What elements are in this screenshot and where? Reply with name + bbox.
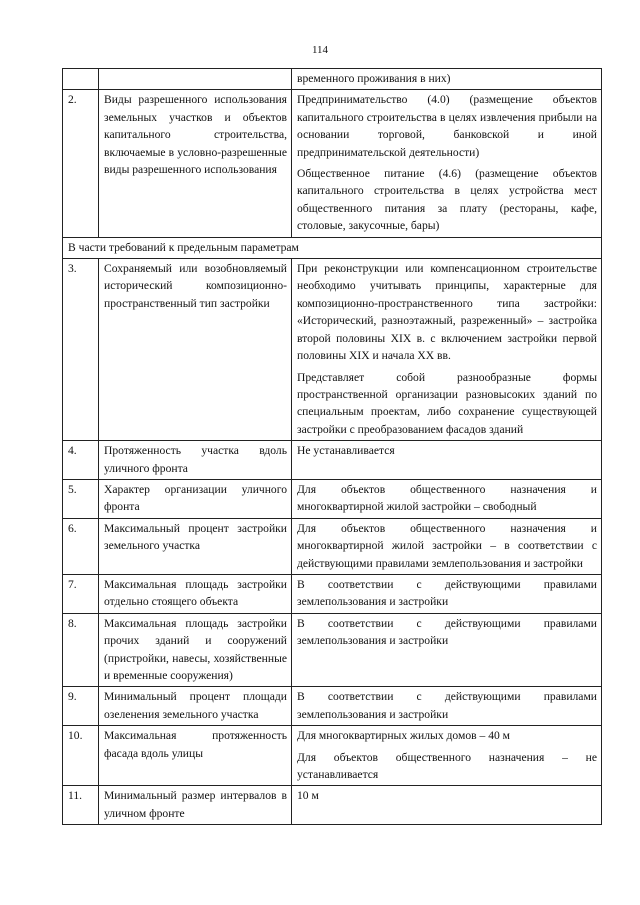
parameter-value <box>292 613 602 687</box>
row-number: 11. <box>63 786 99 825</box>
parameter-name: Минимальный размер интервалов в уличном фронте <box>99 786 292 825</box>
row-number: 7. <box>63 574 99 613</box>
row-number: 10. <box>63 726 99 786</box>
row-number: 5. <box>63 479 99 518</box>
parameter-name: Максимальная площадь застройки отдельно стоящего объекта <box>99 574 292 613</box>
value-paragraph: Представляет собой разнообразные формы пространственной организации разновысоких зданий по специальным проектам, либо сохранение существующей застройки с преобразованием фасадов зданий <box>297 370 597 436</box>
row-number: 3. <box>63 259 99 441</box>
parameter-name: Сохраняемый или возобновляемый исторический композиционно-пространственный тип застройки <box>99 259 292 441</box>
value-paragraph: Для многоквартирных жилых домов – 40 м <box>297 729 511 743</box>
row-number: 6. <box>63 518 99 574</box>
row-number: 9. <box>63 687 99 726</box>
parameter-name: Максимальная протяженность фасада вдоль улицы <box>99 726 292 786</box>
value-paragraph: Для объектов общественного назначения и многоквартирной жилой застройки – свободный <box>297 482 597 514</box>
table-row <box>63 441 602 480</box>
table-row <box>63 90 602 237</box>
table-row <box>63 518 602 574</box>
parameter-name: Виды разрешенного использования земельных участков и объектов капитального строительства, включаемые в условно-разрешенные виды разрешенного использования <box>99 90 292 237</box>
parameter-name: Протяженность участка вдоль уличного фронта <box>99 441 292 480</box>
row-number: 4. <box>63 441 99 480</box>
row-number <box>63 69 99 90</box>
parameter-value <box>292 90 602 237</box>
value-paragraph: временного проживания в них) <box>297 72 451 85</box>
table-row <box>63 574 602 613</box>
value-paragraph: При реконструкции или компенсационном строительстве необходимо учитывать принципы, характерные для композиционно-пространственного типа застройки: «Исторический, разноэтажный, разреженный» – застройка второй половины XIX в. с включением застройки первой половины XIX и начала XX вв. <box>297 262 597 363</box>
value-paragraph: 10 м <box>297 789 319 803</box>
parameter-value <box>292 786 602 825</box>
table-row <box>63 69 602 90</box>
value-paragraph: Общественное питание (4.6) (размещение объектов капитального строительства в целях устройства мест общественного питания за плату (рестораны, кафе, столовые, закусочные, бары) <box>297 167 597 233</box>
table-body <box>63 69 602 825</box>
parameter-value <box>292 259 602 441</box>
parameter-value <box>292 726 602 786</box>
table-row <box>63 613 602 687</box>
value-paragraph: Для объектов общественного назначения – не устанавливается <box>297 750 597 782</box>
table-row <box>63 259 602 441</box>
value-paragraph: Не устанавливается <box>297 444 395 458</box>
row-number: 2. <box>63 90 99 237</box>
table-row <box>63 786 602 825</box>
table-row <box>63 479 602 518</box>
parameter-name: Минимальный процент площади озеленения земельного участка <box>99 687 292 726</box>
parameter-name: Характер организации уличного фронта <box>99 479 292 518</box>
parameters-table <box>62 68 602 825</box>
section-title: В части требований к предельным параметрам <box>63 237 602 258</box>
section-header-row <box>63 237 602 258</box>
parameter-name: Максимальная площадь застройки прочих зданий и сооружений (пристройки, навесы, хозяйственные и временные сооружения) <box>99 613 292 687</box>
value-paragraph: Предпринимательство (4.0) (размещение объектов капитального строительства в целях извлечения прибыли на основании торговой, банковской и иной предпринимательской деятельности) <box>297 93 597 159</box>
parameter-name <box>99 69 292 90</box>
parameter-value <box>292 69 602 90</box>
value-paragraph: В соответствии с действующими правилами землепользования и застройки <box>297 690 597 721</box>
value-paragraph: В соответствии с действующими правилами землепользования и застройки <box>297 577 597 609</box>
parameter-value <box>292 518 602 574</box>
parameter-value <box>292 687 602 726</box>
value-paragraph: Для объектов общественного назначения и многоквартирной жилой застройки – в соответствии с действующими правилами землепользования и застройки <box>297 521 597 570</box>
parameter-value <box>292 479 602 518</box>
value-paragraph: В соответствии с действующими правилами землепользования и застройки <box>297 616 597 648</box>
parameter-value <box>292 574 602 613</box>
row-number: 8. <box>63 613 99 687</box>
parameter-value <box>292 441 602 480</box>
table-row <box>63 726 602 786</box>
parameter-name: Максимальный процент застройки земельного участка <box>99 518 292 574</box>
table-row <box>63 687 602 726</box>
page-number: 114 <box>311 44 329 56</box>
